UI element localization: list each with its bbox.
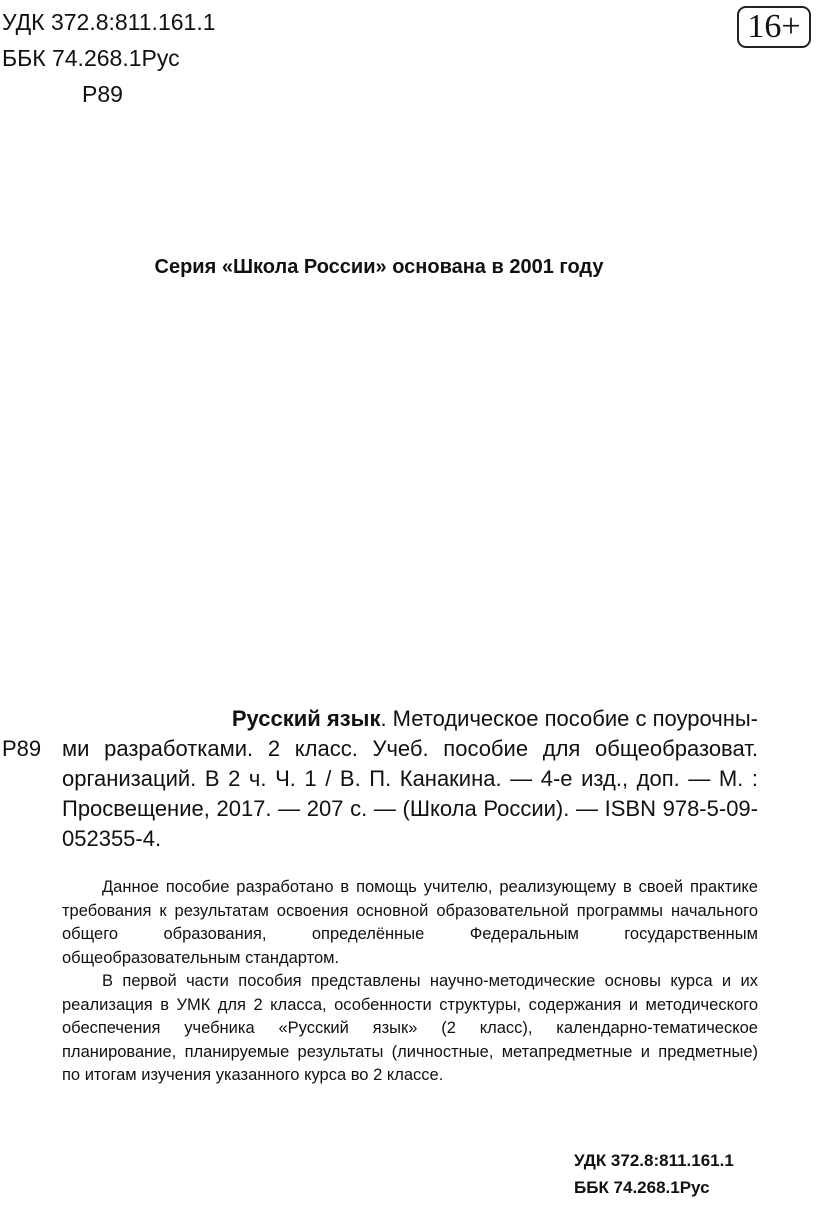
annotation (62, 876, 758, 1088)
annotation-paragraph-2: В первой части пособия представлены научно-методические основы курса и их реализация в УМК для 2 класса, особенности структуры, содержания и методического обеспечения учебника «Русский язык» (2 класс), календарно-тематическое планирование, планируемые результаты (личностные, метапредметные и предметные) по итогам изучения указанного курса во 2 классе. (62, 972, 758, 1084)
bibliographic-first-line (62, 704, 758, 734)
book-title: Русский язык (231, 706, 381, 731)
bibliographic-details: ми разработками. 2 класс. Учеб. пособие для общеобразоват. организаций. В 2 ч. Ч. 1 / В. П. Канакина. — 4-е изд., доп. — М. : Просвещение, 2017. — 207 с. — (Школа России). — ISBN 978-5-09-052355-4. (62, 736, 758, 851)
book-title-rest: . Методическое пособие с поурочны- (380, 706, 758, 731)
series-note: Серия «Школа России» основана в 2001 году (154, 256, 604, 278)
bibliographic-author-mark: Р89 (2, 736, 42, 761)
bbk-code: ББК 74.268.1Рус (2, 45, 180, 71)
classification-codes (2, 4, 216, 112)
bibliographic-record (62, 704, 758, 854)
footer-bbk-code: ББК 74.268.1Рус (574, 1178, 710, 1197)
footer-codes (574, 1147, 734, 1201)
footer-udk-code: УДК 372.8:811.161.1 (574, 1151, 734, 1170)
age-rating-badge: 16+ (737, 6, 811, 48)
author-mark: Р89 (82, 81, 123, 107)
udk-code: УДК 372.8:811.161.1 (2, 9, 216, 35)
annotation-paragraph-1: Данное пособие разработано в помощь учителю, реализующему в своей практике требования к результатам освоения основной образовательной программы начального общего образования, определённые Федеральным государственным общеобразовательным стандартом. (62, 878, 758, 967)
